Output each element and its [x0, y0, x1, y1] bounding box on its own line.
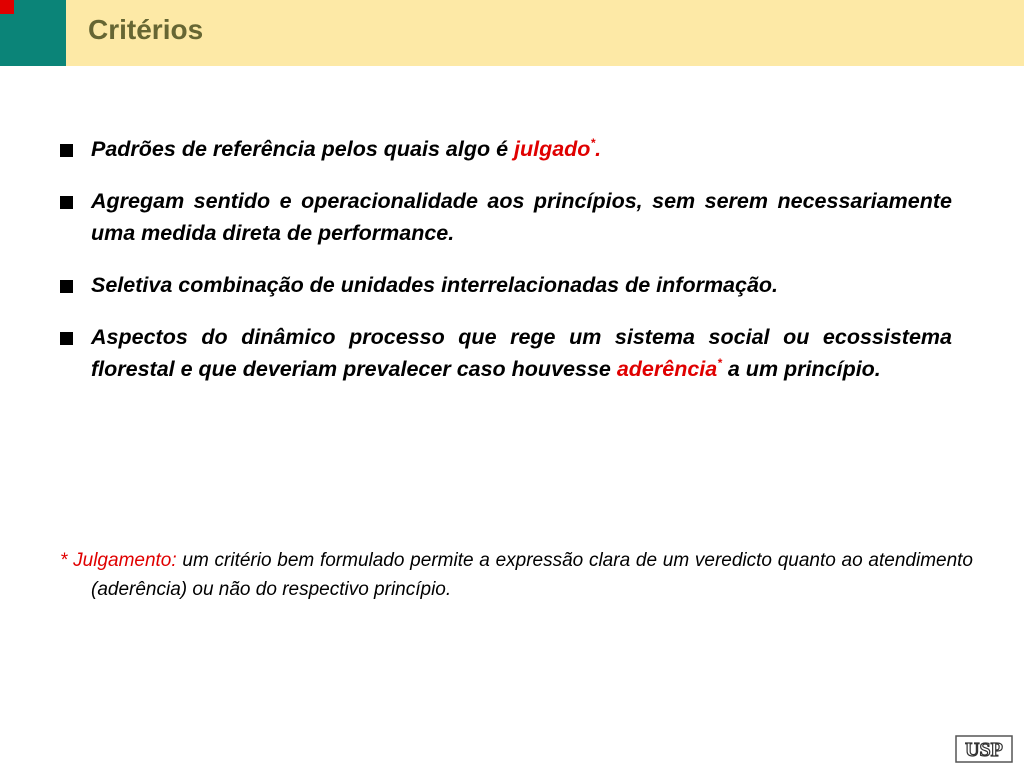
bullet-item-3 [58, 269, 952, 301]
bullet-item-2 [58, 185, 952, 249]
slide-title: Critérios [88, 14, 204, 45]
footnote-text: um critério bem formulado permite a expressão clara de um veredicto quanto ao atendimento (aderência) ou não do respectivo princípio. [91, 550, 973, 600]
bullet-text: Agregam sentido e operacionalidade aos princípios, sem serem necessariamente uma medida direta de performance. [91, 189, 952, 245]
square-bullet-icon [60, 332, 73, 345]
usp-logo [955, 735, 1013, 763]
bullet-text-before: Padrões de referência pelos quais algo é [91, 137, 514, 161]
bullet-item-4 [58, 321, 952, 385]
footnote-term: Julgamento: [73, 550, 177, 571]
footnote-marker: * [60, 550, 68, 571]
svg-text:USP: USP [965, 739, 1003, 761]
highlight-julgado: julgado*. [514, 136, 602, 161]
footnote [60, 546, 973, 604]
square-bullet-icon [60, 280, 73, 293]
asterisk-marker: * [590, 136, 596, 150]
square-bullet-icon [60, 196, 73, 209]
bullet-text-after: a um princípio. [721, 357, 881, 381]
bullet-text-before: Aspectos do dinâmico processo que rege um sistema social ou ecossistema florestal e que deveriam prevalecer caso houvesse [91, 325, 952, 381]
bullet-item-1 [58, 133, 952, 165]
asterisk-marker: * [717, 356, 722, 370]
square-bullet-icon [60, 144, 73, 157]
bullet-list [58, 133, 952, 405]
header-bar [0, 0, 1024, 66]
bullet-text: Seletiva combinação de unidades interrelacionadas de informação. [91, 273, 779, 297]
highlight-aderencia: aderência* [616, 356, 722, 381]
header-red-corner [0, 0, 14, 14]
